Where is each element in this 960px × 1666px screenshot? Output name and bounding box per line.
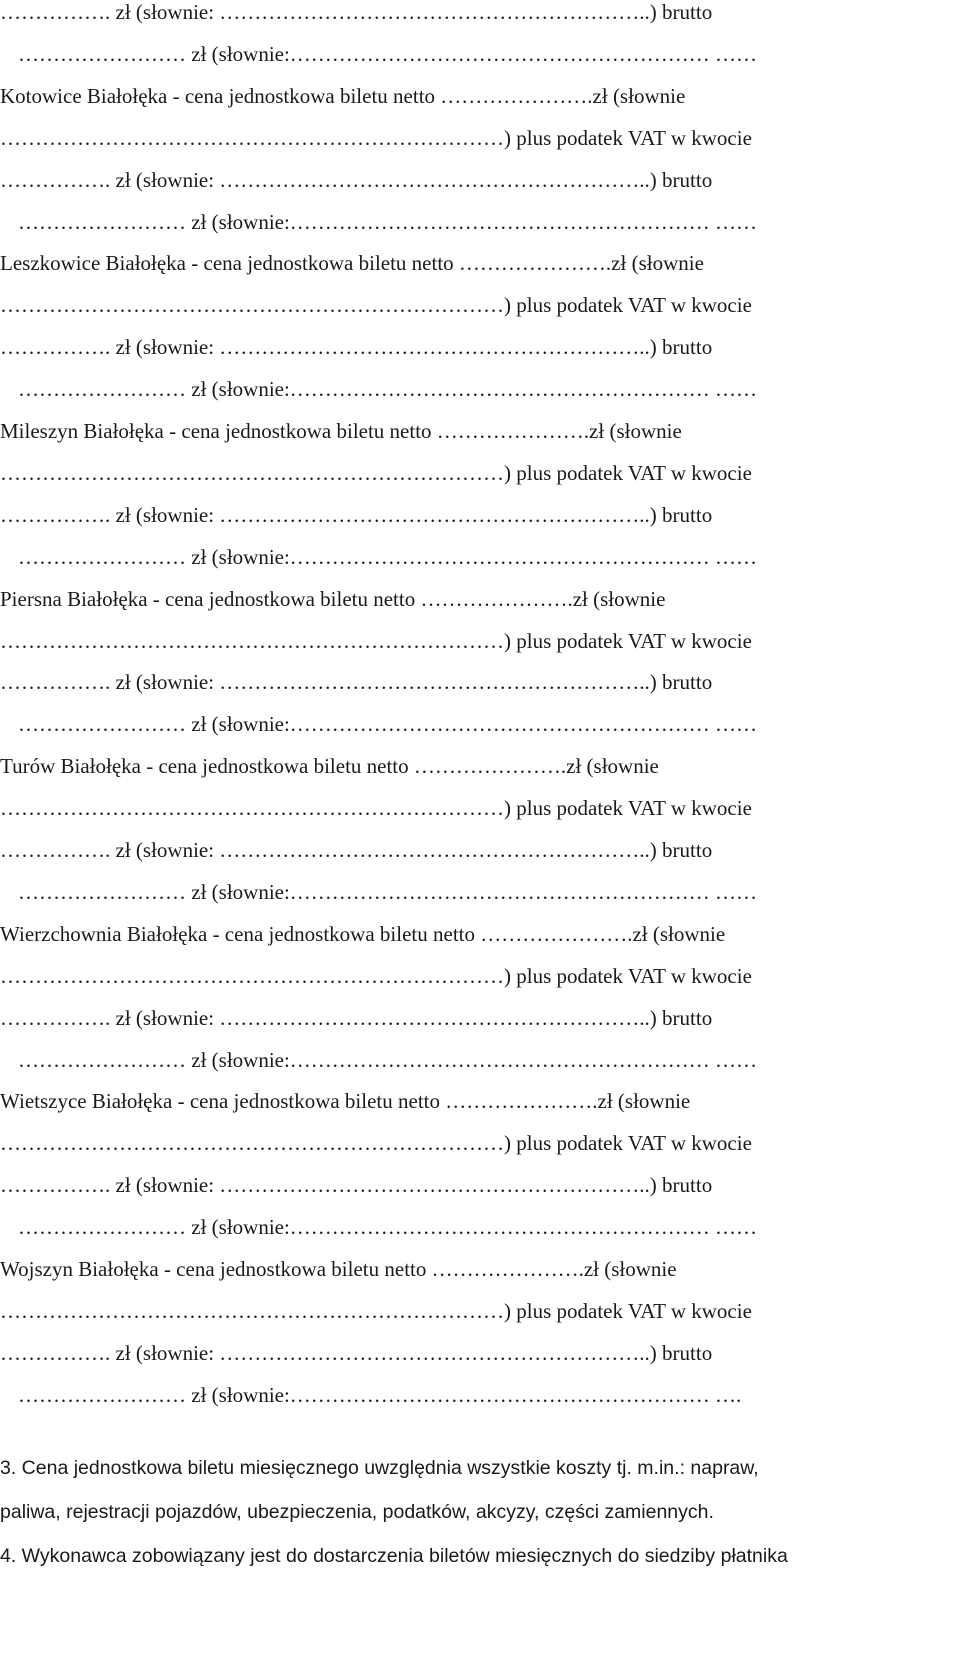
form-line: Mileszyn Białołęka - cena jednostkowa biletu netto ………………….zł (słownie — [0, 419, 682, 443]
form-line: ………………………………………………………………) plus podatek VAT w kwocie — [0, 628, 752, 653]
form-line: ……………. zł (słownie: ……………………………………………………..) brutto — [0, 0, 713, 24]
form-line: Piersna Białołęka - cena jednostkowa biletu netto ………………….zł (słownie — [0, 586, 666, 611]
form-line: ………………………………………………………………) plus podatek VAT w kwocie — [0, 460, 752, 485]
form-line: ……………. zł (słownie: ……………………………………………………..) brutto — [0, 1173, 713, 1198]
form-line: ………………………………………………………………) plus podatek VAT w kwocie — [0, 293, 752, 318]
form-line: …………………… zł (słownie:…………………………………………………… …… — [18, 41, 758, 66]
form-line: ………………………………………………………………) plus podatek VAT w kwocie — [0, 963, 752, 988]
form-line: …………………… zł (słownie:…………………………………………………… …… — [18, 544, 758, 569]
form-line: …………………… zł (słownie:…………………………………………………… …… — [18, 879, 758, 904]
form-line: ……………. zł (słownie: ……………………………………………………..) brutto — [0, 670, 713, 695]
form-line: Leszkowice Białołęka - cena jednostkowa biletu netto ………………….zł (słownie — [0, 251, 704, 276]
form-line: ………………………………………………………………) plus podatek VAT w kwocie — [0, 796, 752, 821]
form-line: ……………. zł (słownie: ……………………………………………………..) brutto — [0, 1340, 713, 1365]
form-line: ………………………………………………………………) plus podatek VAT w kwocie — [0, 1131, 752, 1156]
form-line: …………………… zł (słownie:…………………………………………………… …… — [18, 1215, 758, 1240]
form-line: …………………… zł (słownie:…………………………………………………… …… — [18, 712, 758, 737]
form-line: …………………… zł (słownie:…………………………………………………… …… — [18, 1047, 758, 1072]
form-line: ……………. zł (słownie: ……………………………………………………..) brutto — [0, 502, 713, 527]
form-line: ……………. zł (słownie: ……………………………………………………..) brutto — [0, 838, 713, 862]
terms-paragraph-line: 3. Cena jednostkowa biletu miesięcznego uwzględnia wszystkie koszty tj. m.in.: napraw, — [0, 1457, 759, 1479]
form-line: …………………… zł (słownie:…………………………………………………… …… — [18, 209, 758, 234]
form-line: …………………… zł (słownie:…………………………………………………… …. — [18, 1382, 742, 1407]
terms-paragraph-line: 4. Wykonawca zobowiązany jest do dostarczenia biletów miesięcznych do siedziby płatnika — [0, 1545, 788, 1567]
form-line: ……………. zł (słownie: ……………………………………………………..) brutto — [0, 335, 713, 360]
form-line: Wietszyce Białołęka - cena jednostkowa biletu netto ………………….zł (słownie — [0, 1089, 691, 1114]
form-line: Wierzchownia Białołęka - cena jednostkowa biletu netto ………………….zł (słownie — [0, 921, 726, 946]
form-line: ………………………………………………………………) plus podatek VAT w kwocie — [0, 125, 752, 150]
form-line: ……………. zł (słownie: ……………………………………………………..) brutto — [0, 1005, 713, 1030]
form-line: ……………. zł (słownie: ……………………………………………………..) brutto — [0, 167, 713, 192]
form-line: Turów Białołęka - cena jednostkowa biletu netto ………………….zł (słownie — [0, 754, 659, 779]
form-line: Wojszyn Białołęka - cena jednostkowa biletu netto ………………….zł (słownie — [0, 1257, 677, 1281]
form-line: …………………… zł (słownie:…………………………………………………… …… — [18, 377, 758, 402]
terms-paragraph-line: paliwa, rejestracji pojazdów, ubezpieczenia, podatków, akcyzy, części zamiennych. — [0, 1501, 714, 1523]
form-line: ………………………………………………………………) plus podatek VAT w kwocie — [0, 1298, 752, 1323]
form-line: Kotowice Białołęka - cena jednostkowa biletu netto ………………….zł (słownie — [0, 83, 686, 108]
